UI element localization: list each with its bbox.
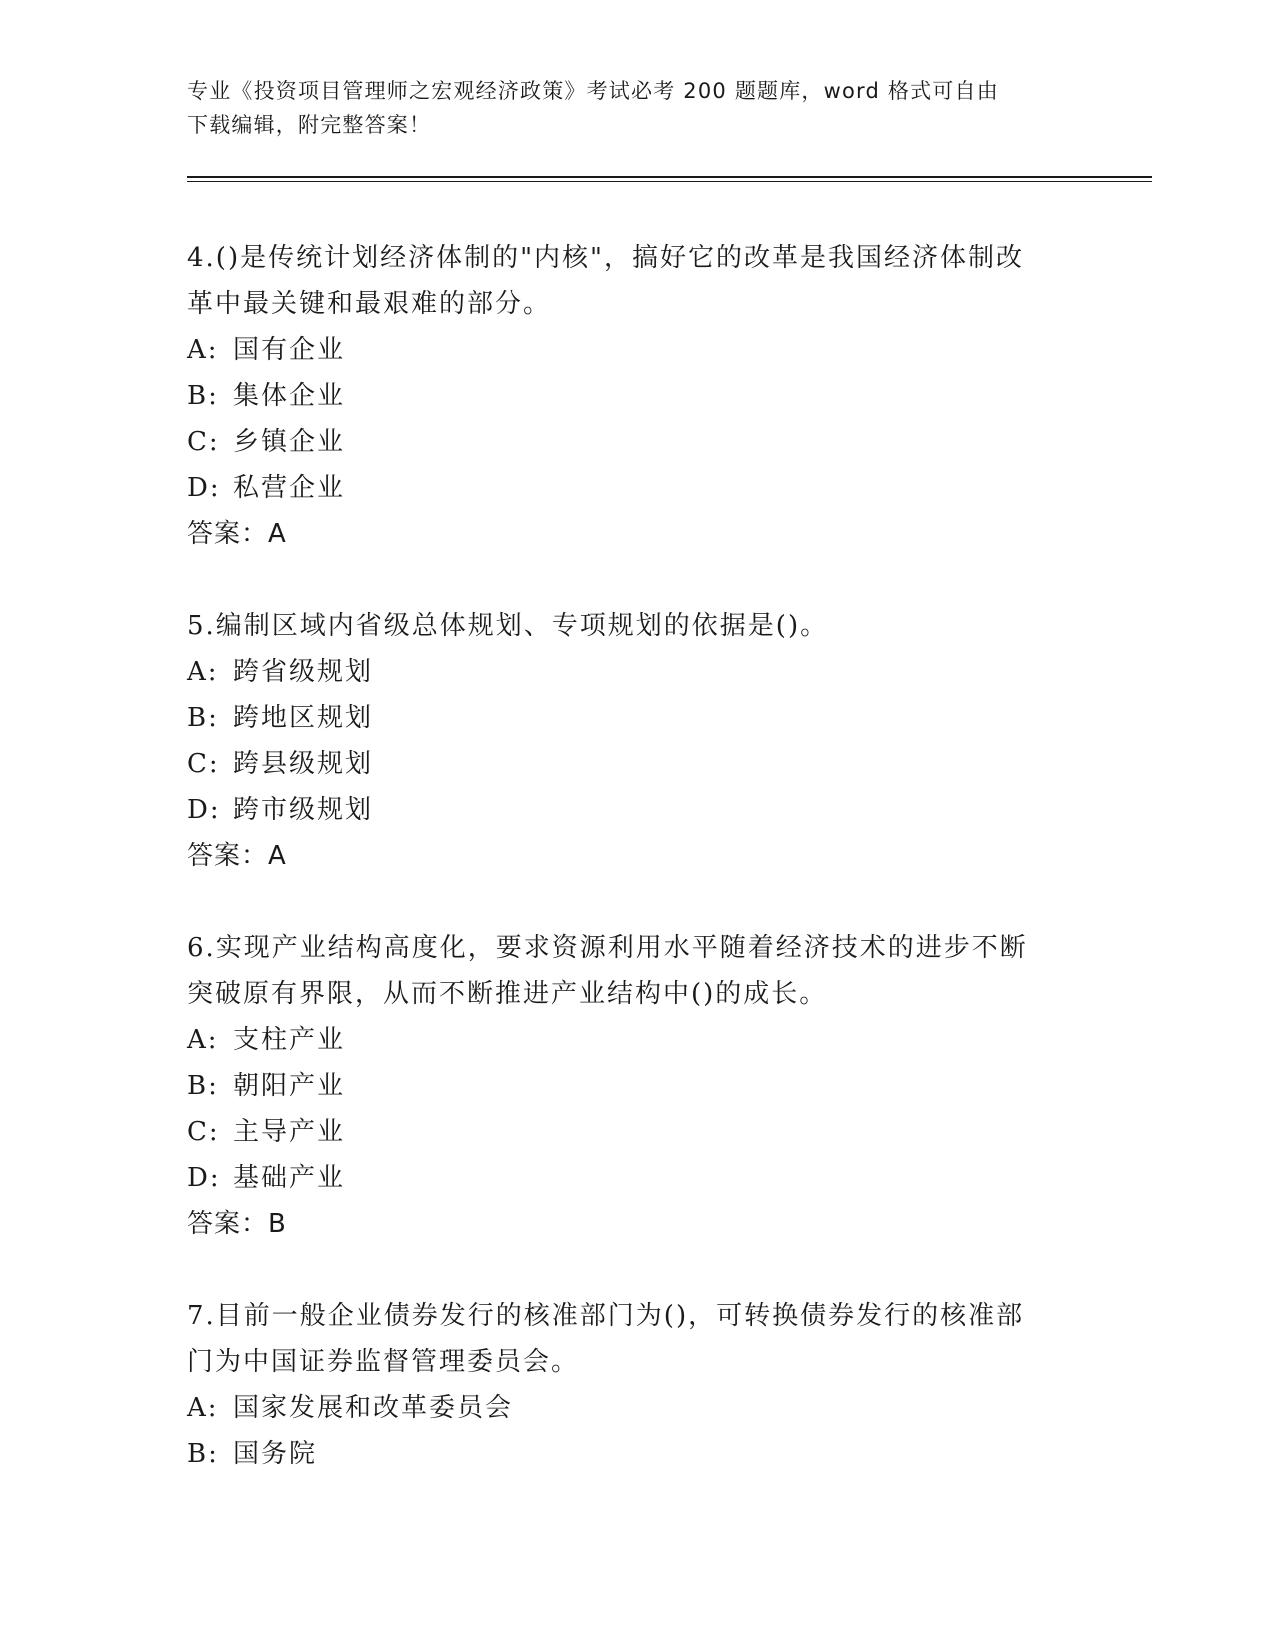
option-text: 国有企业	[233, 335, 346, 365]
option-text: 跨地区规划	[233, 703, 374, 733]
header-divider	[187, 176, 1152, 178]
question-6	[187, 925, 1067, 1247]
option-key: A:	[187, 657, 219, 687]
option-text: 跨省级规划	[233, 657, 374, 687]
option-text: 支柱产业	[233, 1025, 346, 1055]
option-text: 朝阳产业	[233, 1071, 346, 1101]
option-text: 跨市级规划	[233, 795, 374, 825]
question-5	[187, 603, 1067, 879]
question-stem: 5.编制区域内省级总体规划、专项规划的依据是()。	[187, 611, 829, 641]
question-stem-continued: 突破原有界限，从而不断推进产业结构中()的成长。	[187, 979, 828, 1009]
question-stem: 6.实现产业结构高度化，要求资源利用水平随着经济技术的进步不断	[187, 933, 1028, 963]
option-text: 跨县级规划	[233, 749, 374, 779]
question-stem: 7.目前一般企业债券发行的核准部门为()，可转换债券发行的核准部	[187, 1301, 1025, 1331]
option-key: B:	[187, 1439, 219, 1469]
option-a	[187, 649, 1067, 695]
option-key: B:	[187, 703, 219, 733]
question-stem-continued: 革中最关键和最艰难的部分。	[187, 289, 552, 319]
option-key: A:	[187, 1393, 219, 1423]
option-key: A:	[187, 1025, 219, 1055]
answer-line: 答案：A	[187, 519, 287, 549]
option-text: 乡镇企业	[233, 427, 346, 457]
question-stem-continued: 门为中国证券监督管理委员会。	[187, 1347, 580, 1377]
answer-line: 答案：B	[187, 1209, 287, 1239]
option-text: 私营企业	[233, 473, 346, 503]
option-c	[187, 741, 1067, 787]
option-b	[187, 1431, 1067, 1477]
option-text: 集体企业	[233, 381, 346, 411]
option-d	[187, 787, 1067, 833]
question-list	[187, 235, 1067, 1523]
option-b	[187, 1063, 1067, 1109]
option-a	[187, 1385, 1067, 1431]
option-key: D:	[187, 1163, 221, 1193]
option-key: D:	[187, 795, 221, 825]
option-key: C:	[187, 427, 220, 457]
option-text: 基础产业	[233, 1163, 346, 1193]
option-key: C:	[187, 1117, 220, 1147]
option-key: C:	[187, 749, 220, 779]
option-d	[187, 1155, 1067, 1201]
document-header	[187, 74, 1067, 142]
option-a	[187, 1017, 1067, 1063]
header-divider-thin	[187, 181, 1152, 182]
option-text: 国务院	[233, 1439, 318, 1469]
option-c	[187, 419, 1067, 465]
question-7	[187, 1293, 1067, 1477]
option-text: 主导产业	[233, 1117, 346, 1147]
option-key: A:	[187, 335, 219, 365]
answer-line: 答案：A	[187, 841, 287, 871]
header-line-2: 下载编辑，附完整答案！	[187, 113, 432, 137]
question-stem: 4.()是传统计划经济体制的"内核"，搞好它的改革是我国经济体制改	[187, 243, 1025, 273]
option-key: D:	[187, 473, 221, 503]
option-key: B:	[187, 1071, 219, 1101]
option-key: B:	[187, 381, 219, 411]
option-b	[187, 695, 1067, 741]
option-a	[187, 327, 1067, 373]
question-4	[187, 235, 1067, 557]
option-text: 国家发展和改革委员会	[233, 1393, 514, 1423]
option-c	[187, 1109, 1067, 1155]
option-d	[187, 465, 1067, 511]
option-b	[187, 373, 1067, 419]
header-line-1: 专业《投资项目管理师之宏观经济政策》考试必考 200 题题库，word 格式可自由	[187, 79, 999, 103]
